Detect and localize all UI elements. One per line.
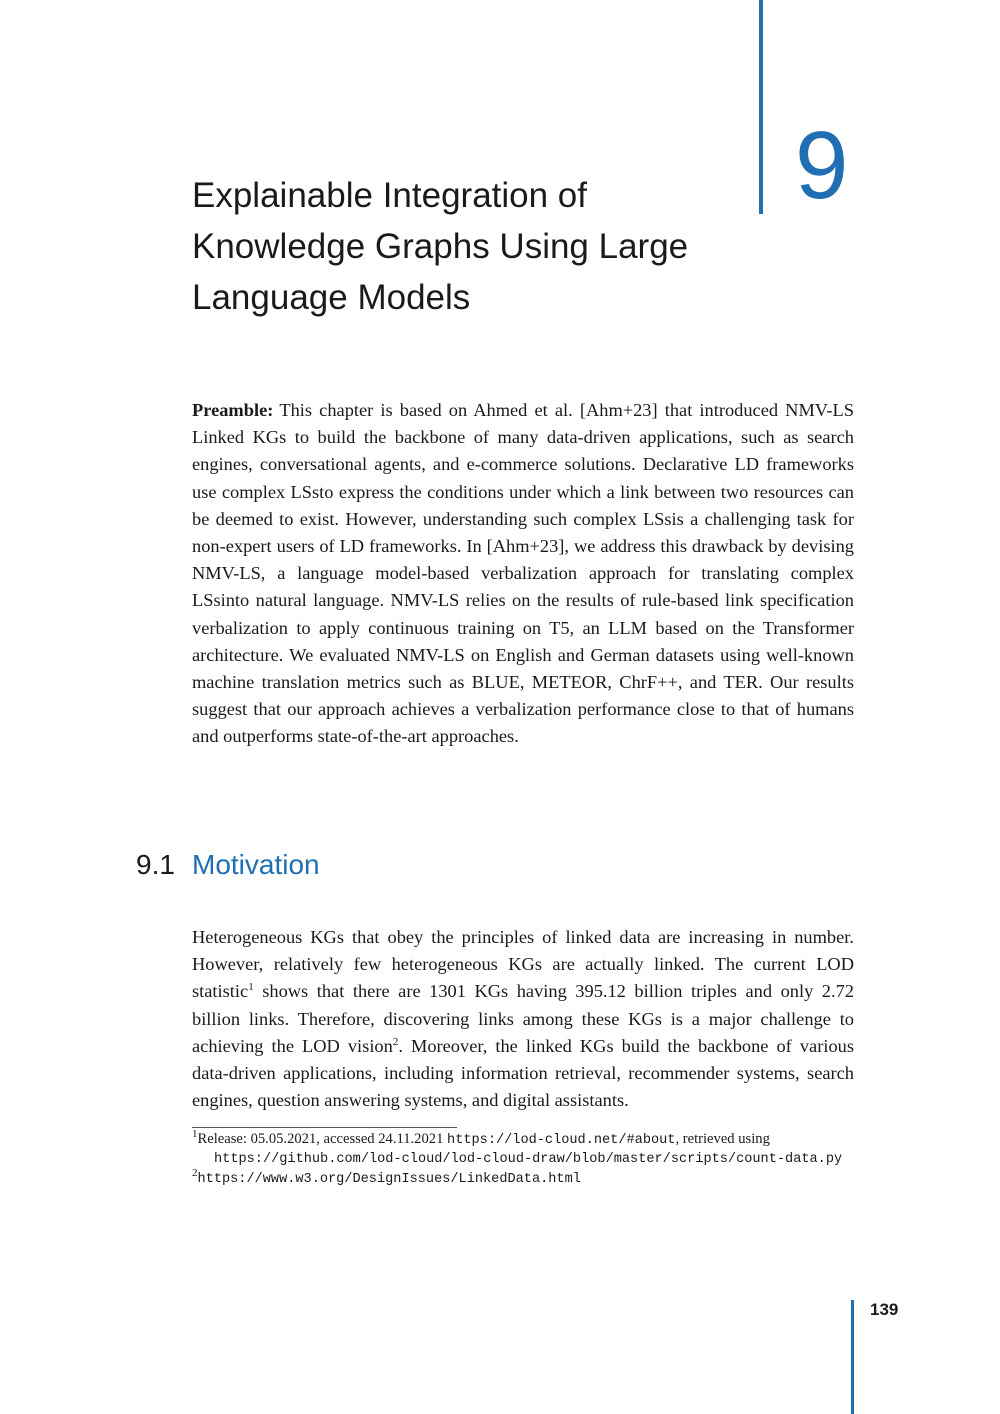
preamble-label: Preamble:	[192, 400, 274, 420]
paragraph-part-1: Heterogeneous KGs that obey the principles of linked data are increasing in number. However, relatively few heterogeneous KGs are actually linked. The current LOD statistic	[192, 927, 854, 1002]
footnote-1	[192, 1130, 854, 1169]
footnote-divider	[192, 1127, 457, 1128]
footnote-1-mid: , retrieved using	[675, 1131, 770, 1147]
paragraph-part-3: . Moreover, the linked KGs build the backbone of various data-driven applications, including information retrieval, recommender systems, search engines, question answering systems, and digital assistants.	[192, 1035, 854, 1111]
chapter-title: Explainable Integration of Knowledge Graphs Using Large Language Models	[192, 176, 689, 317]
motivation-paragraph	[192, 924, 854, 1114]
section-title: Motivation	[192, 849, 320, 880]
footnote-1-link-lod[interactable]: https://lod-cloud.net/#about	[447, 1133, 676, 1148]
footnote-ref-2[interactable]: 2	[392, 1035, 399, 1048]
footnote-2-mark: 2	[192, 1167, 198, 1180]
section-heading	[136, 845, 320, 885]
paragraph-part-2: shows that there are 1301 KGs having 395.12 billion triples and only 2.72 billion links. Therefore, discovering links among these KGs is a major challenge to achieving the LOD vision	[192, 981, 854, 1056]
footnotes	[192, 1130, 854, 1189]
preamble-text: This chapter is based on Ahmed et al. [Ahm+23] that introduced NMV-LS Linked KGs to build the backbone of many data-driven applications, such as search engines, conversational agents, and e-commerce solutions. Declarative LD frameworks use complex LSsto express the conditions under which a link between two resources can be deemed to exist. However, understanding such complex LSsis a challenging task for non-expert users of LD frameworks. In [Ahm+23], we address this drawback by devising NMV-LS, a language model-based verbalization approach for translating complex LSsinto natural language. NMV-LS relies on the results of rule-based link specification verbalization to apply continuous training on T5, an LLM based on the Transformer architecture. We evaluated NMV-LS on English and German datasets using well-known machine translation metrics such as BLUE, METEOR, ChrF++, and TER. Our results suggest that our approach achieves a verbalization performance close to that of humans and outperforms state-of-the-art approaches.	[192, 400, 854, 747]
section-number: 9.1	[136, 849, 175, 880]
chapter-accent-rule	[759, 0, 763, 214]
footnote-1-link-github[interactable]: https://github.com/lod-cloud/lod-cloud-draw/blob/master/scripts/count-data.py	[214, 1152, 843, 1167]
preamble	[192, 397, 854, 751]
footnote-2-link-w3[interactable]: https://www.w3.org/DesignIssues/LinkedData.html	[197, 1172, 581, 1187]
chapter-number: 9	[795, 112, 849, 219]
footnote-1-text: Release: 05.05.2021, accessed 24.11.2021	[197, 1131, 448, 1147]
page-number: 139	[870, 1300, 899, 1319]
footnote-ref-1[interactable]: 1	[248, 981, 254, 994]
page-accent-rule	[851, 1300, 854, 1414]
footnote-2	[192, 1169, 854, 1189]
footnote-1-mark: 1	[192, 1128, 198, 1141]
